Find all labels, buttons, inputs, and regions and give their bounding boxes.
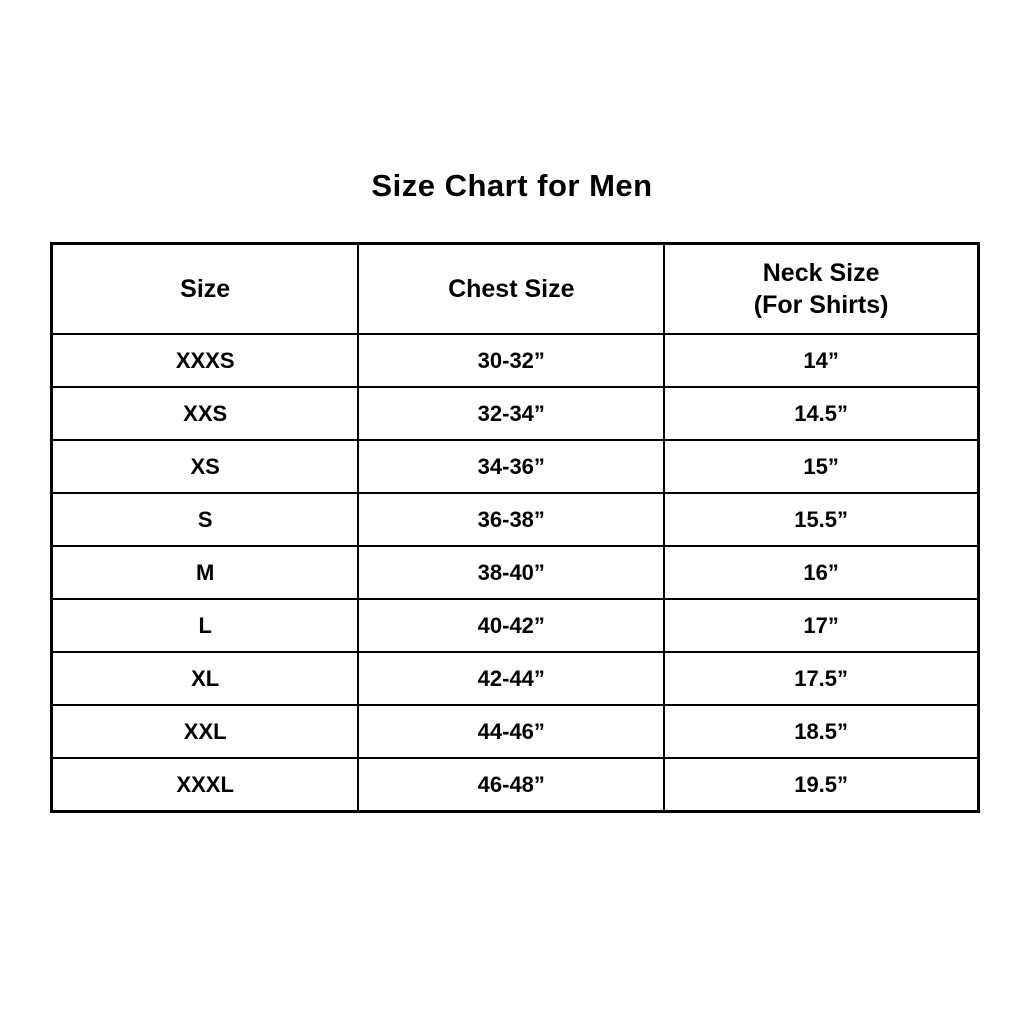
neck-size-cell: 14.5” bbox=[664, 387, 978, 440]
chest-size-cell: 38-40” bbox=[358, 546, 664, 599]
chest-size-column-header: Chest Size bbox=[358, 244, 664, 335]
table-row bbox=[52, 493, 979, 546]
size-cell: XS bbox=[52, 440, 359, 493]
size-cell: M bbox=[52, 546, 359, 599]
table-row bbox=[52, 705, 979, 758]
size-cell: XL bbox=[52, 652, 359, 705]
size-table-body bbox=[52, 334, 979, 812]
chest-size-cell: 36-38” bbox=[358, 493, 664, 546]
table-row bbox=[52, 440, 979, 493]
size-chart-table bbox=[50, 242, 980, 813]
neck-size-header-line1: Neck Size bbox=[762, 258, 880, 287]
size-cell: XXS bbox=[52, 387, 359, 440]
chest-size-cell: 46-48” bbox=[358, 758, 664, 812]
neck-size-cell: 17.5” bbox=[664, 652, 978, 705]
chest-size-cell: 32-34” bbox=[358, 387, 664, 440]
header-row bbox=[52, 244, 979, 335]
table-row bbox=[52, 387, 979, 440]
chest-size-cell: 42-44” bbox=[358, 652, 664, 705]
size-cell: XXXS bbox=[52, 334, 359, 387]
size-table-header bbox=[52, 244, 979, 335]
page-title: Size Chart for Men bbox=[371, 168, 653, 203]
neck-size-header-line2: (For Shirts) bbox=[753, 291, 889, 319]
size-cell: XXL bbox=[52, 705, 359, 758]
chest-size-cell: 40-42” bbox=[358, 599, 664, 652]
table-row bbox=[52, 599, 979, 652]
table-row bbox=[52, 334, 979, 387]
neck-size-column-header bbox=[664, 244, 978, 335]
chest-size-cell: 44-46” bbox=[358, 705, 664, 758]
size-column-header: Size bbox=[52, 244, 359, 335]
neck-size-cell: 14” bbox=[664, 334, 978, 387]
neck-size-cell: 16” bbox=[664, 546, 978, 599]
size-cell: S bbox=[52, 493, 359, 546]
neck-size-cell: 17” bbox=[664, 599, 978, 652]
neck-size-cell: 18.5” bbox=[664, 705, 978, 758]
table-row bbox=[52, 758, 979, 812]
chest-size-cell: 30-32” bbox=[358, 334, 664, 387]
table-row bbox=[52, 652, 979, 705]
neck-size-cell: 15” bbox=[664, 440, 978, 493]
size-cell: L bbox=[52, 599, 359, 652]
neck-size-cell: 15.5” bbox=[664, 493, 978, 546]
neck-size-cell: 19.5” bbox=[664, 758, 978, 812]
table-row bbox=[52, 546, 979, 599]
size-cell: XXXL bbox=[52, 758, 359, 812]
chest-size-cell: 34-36” bbox=[358, 440, 664, 493]
